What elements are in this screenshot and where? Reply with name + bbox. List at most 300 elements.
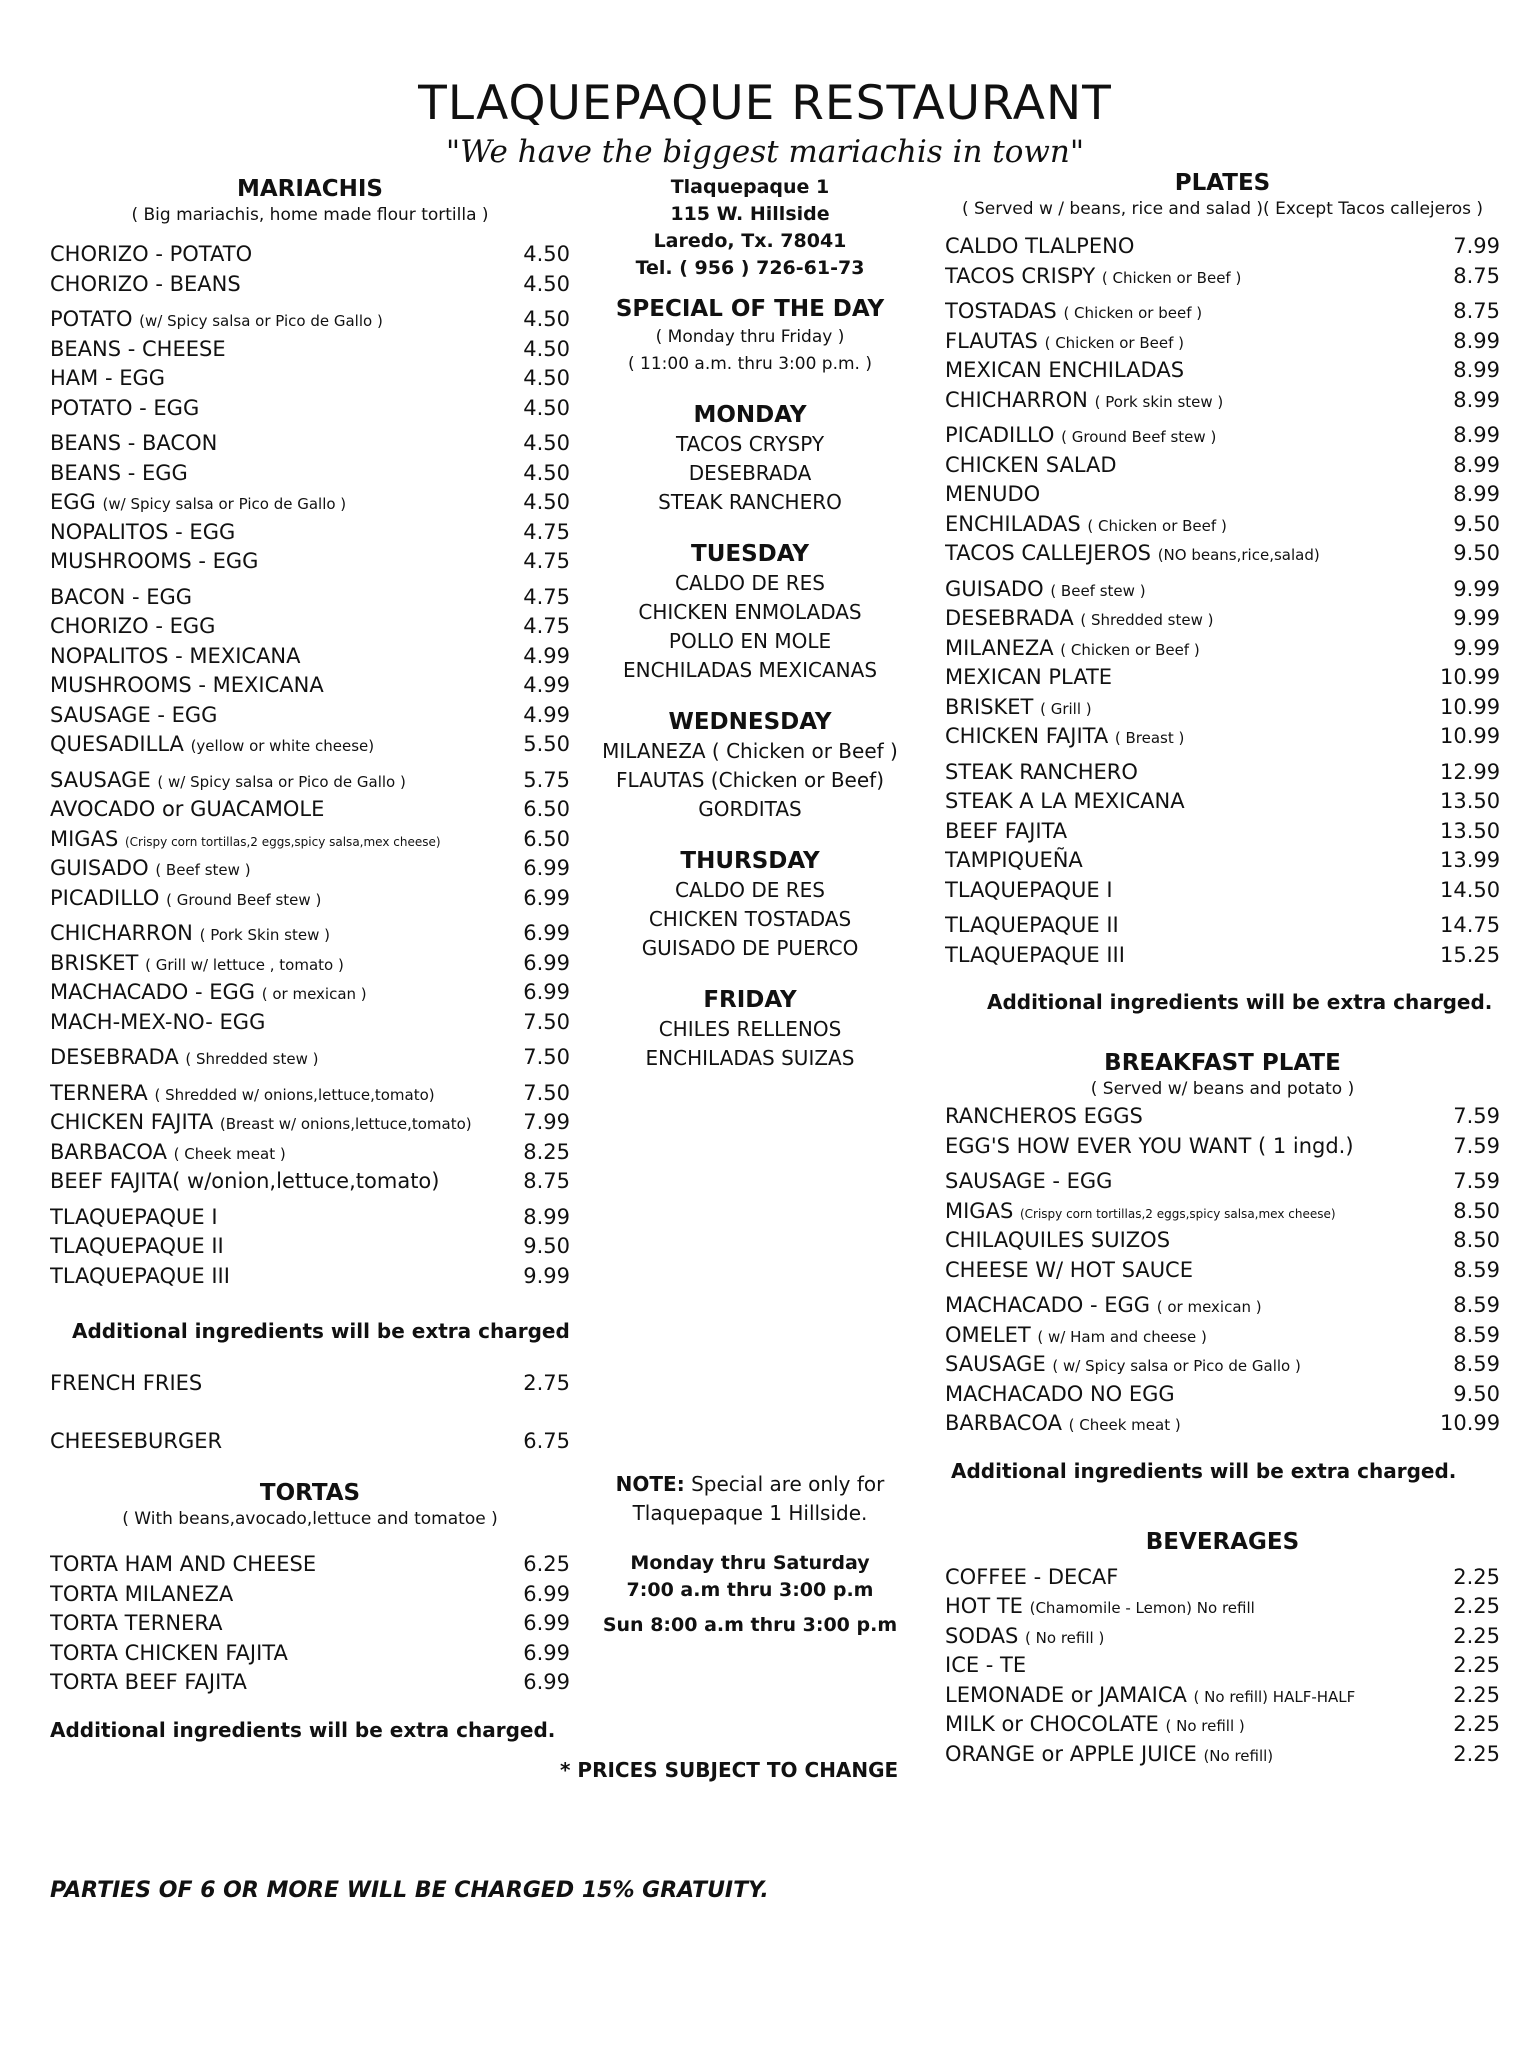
menu-item-note: ( No refill) HALF-HALF <box>1193 1687 1356 1706</box>
menu-item-title: TLAQUEPAQUE II <box>945 913 1119 937</box>
menu-item-name <box>945 1651 1440 1681</box>
menu-item-note: (Chamomile - Lemon) No refill <box>1029 1599 1255 1617</box>
menu-item-title: NOPALITOS - MEXICANA <box>50 643 301 668</box>
menu-item-title: STEAK A LA MEXICANA <box>945 789 1185 813</box>
special-day-block <box>590 707 910 824</box>
prices-subject-note: * PRICES SUBJECT TO CHANGE <box>560 1758 899 1782</box>
menu-item <box>50 1043 570 1073</box>
menu-item <box>945 1167 1500 1197</box>
menu-item-price: 8.75 <box>1453 299 1500 323</box>
menu-item-price: 8.99 <box>1453 482 1500 506</box>
menu-item-price: 7.59 <box>1453 1104 1500 1128</box>
menu-item-title: TLAQUEPAQUE III <box>50 1263 230 1288</box>
menu-item <box>50 364 570 394</box>
menu-item-name <box>945 758 1440 788</box>
menu-item <box>945 1380 1500 1410</box>
special-day-title: THURSDAY <box>680 848 820 874</box>
menu-item-price: 6.75 <box>523 1428 570 1453</box>
menu-item-name <box>50 825 510 858</box>
menu-item-name <box>50 240 510 270</box>
right-column <box>945 170 1500 1769</box>
menu-item-name <box>50 854 510 886</box>
menu-item-name <box>50 701 510 731</box>
menu-item-name <box>945 1197 1440 1230</box>
menu-item-name <box>50 1232 510 1262</box>
menu-item-name <box>945 604 1440 636</box>
menu-item-title: HOT TE <box>945 1594 1023 1618</box>
special-item: CHICKEN ENMOLADAS <box>638 600 862 624</box>
menu-item <box>945 1197 1500 1227</box>
menu-item <box>50 1668 570 1698</box>
menu-item-title: TLAQUEPAQUE III <box>945 942 1125 967</box>
menu-item-title: TORTA BEEF FAJITA <box>50 1670 247 1694</box>
specials-days <box>590 400 910 1073</box>
menu-item-name <box>945 232 1440 262</box>
menu-item-title: BEEF FAJITA <box>945 818 1068 843</box>
menu-item <box>945 1563 1500 1593</box>
extras-list <box>50 1369 570 1456</box>
menu-item-name <box>50 671 510 701</box>
menu-item-name <box>50 1167 510 1197</box>
menu-item-note: ( Chicken or Beef ) <box>1087 516 1227 535</box>
menu-item-title: CALDO TLALPENO <box>945 234 1135 258</box>
menu-item-note: ( Beef stew ) <box>1050 581 1146 600</box>
menu-item-name <box>50 335 510 365</box>
menu-item <box>945 451 1500 481</box>
menu-item-note: ( Chicken or Beef ) <box>1060 640 1200 659</box>
menu-item-price: 14.50 <box>1440 877 1501 902</box>
special-item: STEAK RANCHERO <box>658 490 842 514</box>
menu-item-title: CHICHARRON <box>945 387 1088 412</box>
menu-item-title: BEEF FAJITA( w/onion,lettuce,tomato) <box>50 1169 440 1193</box>
menu-item-price: 2.25 <box>1453 1712 1500 1736</box>
menu-item-name <box>945 693 1440 725</box>
menu-item-title: TERNERA <box>50 1080 148 1105</box>
menu-item-price: 7.50 <box>523 1080 570 1105</box>
menu-item-price: 4.50 <box>523 336 570 361</box>
menu-item <box>945 575 1500 605</box>
menu-item-name <box>50 1639 510 1669</box>
menu-item <box>50 612 570 642</box>
menu-item <box>50 884 570 914</box>
special-item: GUISADO DE PUERCO <box>641 936 859 960</box>
menu-item <box>945 663 1500 693</box>
menu-item <box>50 919 570 949</box>
menu-item-price: 6.99 <box>523 1640 570 1665</box>
hours-line-1: Monday thru Saturday <box>630 1552 870 1574</box>
menu-item-price: 5.50 <box>523 732 570 756</box>
menu-item-price: 9.99 <box>1453 606 1500 630</box>
menu-item-price: 2.75 <box>523 1371 570 1395</box>
menu-item <box>945 1681 1500 1711</box>
menu-item-name <box>945 911 1440 941</box>
special-item: TACOS CRYSPY <box>675 432 825 456</box>
menu-item-name <box>945 451 1440 481</box>
menu-item <box>945 634 1500 664</box>
menu-item-title: STEAK RANCHERO <box>945 759 1138 784</box>
menu-item-title: TOSTADAS <box>945 299 1057 323</box>
menu-item-title: BEANS - BACON <box>50 431 218 455</box>
menu-item-note: ( Grill ) <box>1040 699 1092 718</box>
menu-item <box>945 297 1500 327</box>
menu-item-title: CHICKEN FAJITA <box>945 724 1109 748</box>
specials-title: SPECIAL OF THE DAY <box>615 296 885 322</box>
menu-item-name <box>50 978 510 1010</box>
menu-item <box>50 1008 570 1038</box>
menu-item-name <box>945 663 1440 693</box>
special-day-title: MONDAY <box>693 402 807 428</box>
menu-item-name <box>945 1592 1440 1624</box>
menu-item-name <box>50 919 510 951</box>
menu-item-note: (yellow or white cheese) <box>190 737 375 755</box>
menu-item-name <box>50 795 510 825</box>
menu-item-title: POTATO <box>50 307 133 331</box>
special-day-block <box>590 985 910 1073</box>
menu-item-price: 8.59 <box>1453 1257 1500 1282</box>
menu-item <box>50 1138 570 1168</box>
menu-item-note: ( w/ Spicy salsa or Pico de Gallo ) <box>157 772 406 791</box>
hours-line-2: 7:00 a.m thru 3:00 p.m <box>626 1579 874 1601</box>
breakfast-subtitle: ( Served w/ beans and potato ) <box>1090 1079 1355 1099</box>
menu-item-price: 2.25 <box>1453 1623 1500 1648</box>
menu-item-title: ICE - TE <box>945 1653 1027 1677</box>
menu-item-name <box>945 1681 1440 1713</box>
location-phone: Tel. ( 956 ) 726-61-73 <box>635 257 865 279</box>
menu-item-name <box>945 1563 1440 1593</box>
menu-item-name <box>945 1226 1440 1256</box>
menu-item-price: 10.99 <box>1440 665 1501 689</box>
menu-item-price: 8.99 <box>1453 452 1500 477</box>
menu-item-price: 13.50 <box>1440 789 1501 813</box>
menu-item-note: (NO beans,rice,salad) <box>1157 546 1320 564</box>
menu-item-price: 6.50 <box>523 826 570 851</box>
menu-item <box>50 1167 570 1197</box>
menu-item-name <box>50 766 510 798</box>
breakfast-additional-note: Additional ingredients will be extra charged. <box>951 1458 1457 1483</box>
menu-item-title: BARBACOA <box>945 1411 1062 1435</box>
menu-item-note: (No refill) <box>1203 1746 1274 1765</box>
menu-item-price: 4.99 <box>523 673 570 697</box>
menu-item-price: 4.75 <box>523 519 570 544</box>
menu-item-price: 4.99 <box>523 643 570 668</box>
tortas-list <box>50 1550 570 1698</box>
menu-item-title: NOPALITOS - EGG <box>50 519 236 544</box>
menu-item-title: RANCHEROS EGGS <box>945 1104 1143 1128</box>
menu-item <box>945 911 1500 941</box>
menu-item-name <box>50 583 510 613</box>
menu-item-note: ( Shredded w/ onions,lettuce,tomato) <box>154 1085 435 1104</box>
menu-item-price: 8.50 <box>1453 1198 1500 1223</box>
menu-item-name <box>50 884 510 916</box>
menu-item-name <box>945 1622 1440 1654</box>
menu-item <box>945 262 1500 292</box>
menu-item-note: (Crispy corn tortillas,2 eggs,spicy salsa,mex cheese) <box>1019 1206 1336 1221</box>
menu-item-title: TACOS CALLEJEROS <box>945 541 1152 565</box>
menu-item <box>50 795 570 825</box>
menu-item <box>50 518 570 548</box>
menu-item-name <box>50 1043 510 1075</box>
menu-item-note: ( No refill ) <box>1025 1628 1105 1647</box>
menu-item-title: MIGAS <box>50 826 119 851</box>
breakfast-list <box>945 1102 1500 1439</box>
menu-item <box>945 386 1500 416</box>
menu-item-note: (Crispy corn tortillas,2 eggs,spicy salsa,mex cheese) <box>124 834 441 849</box>
specials-note-block <box>590 1470 910 1639</box>
menu-item <box>50 1079 570 1109</box>
menu-item-price: 2.25 <box>1453 1653 1500 1677</box>
menu-item-title: CHORIZO - POTATO <box>50 242 253 266</box>
menu-item-note: (w/ Spicy salsa or Pico de Gallo ) <box>102 495 347 513</box>
note-text-2: Tlaquepaque 1 Hillside. <box>632 1501 868 1525</box>
special-item: CALDO DE RES <box>675 878 825 902</box>
menu-item-name <box>945 1321 1440 1353</box>
menu-item-note: ( or mexican ) <box>261 985 367 1003</box>
menu-item <box>50 1203 570 1233</box>
menu-item <box>945 758 1500 788</box>
menu-item-note: (Breast w/ onions,lettuce,tomato) <box>219 1115 472 1133</box>
menu-item-title: TORTA MILANEZA <box>50 1581 234 1606</box>
menu-item-name <box>50 1108 510 1140</box>
menu-item <box>945 1622 1500 1652</box>
menu-item-title: PICADILLO <box>50 885 160 910</box>
menu-item-price: 9.50 <box>1453 1381 1500 1406</box>
menu-item-name <box>50 429 510 459</box>
menu-item-note: ( or mexican ) <box>1156 1298 1262 1316</box>
menu-item-name <box>945 1291 1440 1323</box>
menu-item-price: 7.50 <box>523 1009 570 1034</box>
menu-item-name <box>50 1079 510 1111</box>
menu-item-title: TORTA TERNERA <box>50 1611 223 1635</box>
menu-item-price: 6.99 <box>523 856 570 880</box>
menu-item-title: QUESADILLA <box>50 732 184 756</box>
menu-item <box>50 1609 570 1639</box>
menu-item-price: 9.99 <box>1453 635 1500 660</box>
menu-item-price: 7.59 <box>1453 1133 1500 1158</box>
menu-item-name <box>945 1380 1440 1410</box>
menu-item-price: 8.99 <box>1453 423 1500 447</box>
menu-item-name <box>945 539 1440 571</box>
menu-item-note: ( No refill ) <box>1165 1717 1245 1735</box>
menu-item-name <box>945 787 1440 817</box>
left-column <box>50 170 570 1742</box>
menu-item-note: ( Pork skin stew ) <box>1094 392 1224 411</box>
menu-item-title: PICADILLO <box>945 423 1055 447</box>
menu-item-title: CHEESE W/ HOT SAUCE <box>945 1257 1193 1282</box>
menu-item-price: 8.59 <box>1453 1322 1500 1347</box>
menu-item-name <box>50 1008 510 1038</box>
menu-item-note: ( Pork Skin stew ) <box>199 926 330 944</box>
menu-item-price: 8.99 <box>523 1204 570 1229</box>
plates-list <box>945 232 1500 970</box>
menu-item-price: 4.50 <box>523 431 570 455</box>
menu-item-title: CHORIZO - EGG <box>50 614 216 638</box>
beverages-list <box>945 1563 1500 1770</box>
menu-item-price: 6.99 <box>523 980 570 1004</box>
menu-item <box>945 1740 1500 1770</box>
special-day-block <box>590 400 910 517</box>
menu-item <box>945 1102 1500 1132</box>
menu-item-title: ENCHILADAS <box>945 511 1081 536</box>
menu-item-note: ( Ground Beef stew ) <box>1061 428 1217 446</box>
menu-item-price: 4.50 <box>523 271 570 296</box>
menu-item <box>945 539 1500 569</box>
menu-item <box>945 817 1500 847</box>
menu-item-name <box>945 510 1440 542</box>
menu-item-name <box>945 1710 1440 1742</box>
special-item: POLLO EN MOLE <box>668 629 832 653</box>
menu-item <box>50 1232 570 1262</box>
menu-item-name <box>945 1102 1440 1132</box>
menu-item-price: 2.25 <box>1453 1741 1500 1766</box>
menu-item-price: 14.75 <box>1440 913 1501 937</box>
menu-item-note: ( w/ Ham and cheese ) <box>1037 1327 1207 1346</box>
location-city: Laredo, Tx. 78041 <box>653 230 847 252</box>
menu-item-name <box>945 1350 1440 1382</box>
tortas-additional-note: Additional ingredients will be extra charged. <box>50 1717 556 1742</box>
menu-item-title: SAUSAGE - EGG <box>50 702 218 727</box>
menu-item-title: BARBACOA <box>50 1139 167 1164</box>
menu-item-price: 9.50 <box>1453 541 1500 565</box>
menu-item-title: DESEBRADA <box>50 1045 179 1069</box>
special-item: FLAUTAS (Chicken or Beef) <box>615 768 885 792</box>
menu-item-price: 4.75 <box>523 614 570 638</box>
plates-additional-note: Additional ingredients will be extra charged. <box>987 990 1493 1014</box>
menu-item-price: 9.50 <box>523 1234 570 1258</box>
menu-item-price: 9.99 <box>523 1263 570 1288</box>
menu-item-name <box>945 941 1440 971</box>
menu-item-title: FLAUTAS <box>945 328 1038 353</box>
special-day-block <box>590 846 910 963</box>
menu-item-note: ( Shredded stew ) <box>1080 611 1214 629</box>
menu-item-name <box>50 459 510 489</box>
menu-item-title: MILK or CHOCOLATE <box>945 1712 1159 1736</box>
menu-item <box>945 1710 1500 1740</box>
menu-item-price: 6.99 <box>523 921 570 945</box>
menu-item-title: CHILAQUILES SUIZOS <box>945 1228 1171 1252</box>
menu-item-note: ( Breast ) <box>1114 729 1185 747</box>
menu-item-price: 4.75 <box>523 549 570 573</box>
menu-item-price: 4.50 <box>523 307 570 331</box>
menu-item-name <box>50 1609 510 1639</box>
restaurant-slogan: "We have the biggest mariachis in town" <box>445 134 1085 170</box>
menu-item-title: COFFEE - DECAF <box>945 1564 1119 1589</box>
menu-item-price: 9.50 <box>1453 511 1500 536</box>
menu-item-name <box>945 1256 1440 1286</box>
menu-item-title: TORTA CHICKEN FAJITA <box>50 1640 288 1665</box>
menu-item-price: 6.99 <box>523 885 570 910</box>
special-item: CHICKEN TOSTADAS <box>648 907 852 931</box>
gratuity-notice: PARTIES OF 6 OR MORE WILL BE CHARGED 15% GRATUITY. <box>50 1878 769 1903</box>
menu-item-name <box>945 297 1440 329</box>
menu-item <box>945 232 1500 262</box>
special-item: ENCHILADAS MEXICANAS <box>622 658 878 682</box>
menu-item-name <box>50 1427 510 1457</box>
menu-item-title: EGG'S HOW EVER YOU WANT ( 1 ingd.) <box>945 1133 1354 1158</box>
menu-item-title: CHORIZO - BEANS <box>50 271 241 296</box>
menu-item <box>50 459 570 489</box>
special-item: GORDITAS <box>698 797 802 821</box>
menu-item-name <box>50 364 510 394</box>
menu-item-title: EGG <box>50 490 96 514</box>
menu-item-price: 7.50 <box>523 1045 570 1069</box>
menu-item-title: MUSHROOMS - MEXICANA <box>50 673 324 697</box>
menu-item <box>945 421 1500 451</box>
menu-item-name <box>50 1580 510 1610</box>
menu-item-name <box>945 386 1440 418</box>
menu-item-title: MACHACADO NO EGG <box>945 1381 1175 1406</box>
menu-item-name <box>945 1740 1440 1772</box>
menu-item-price: 8.59 <box>1453 1293 1500 1317</box>
menu-item-note: ( Cheek meat ) <box>1068 1416 1181 1434</box>
menu-item-title: DESEBRADA <box>945 606 1074 630</box>
menu-item <box>945 846 1500 876</box>
menu-item-title: BRISKET <box>945 694 1034 719</box>
breakfast-title: BREAKFAST PLATE <box>1104 1050 1341 1076</box>
menu-item-note: (w/ Spicy salsa or Pico de Gallo ) <box>139 312 383 330</box>
restaurant-title: TLAQUEPAQUE RESTAURANT <box>418 76 1112 131</box>
menu-item-price: 10.99 <box>1440 1411 1501 1435</box>
menu-item-price: 13.99 <box>1440 848 1501 872</box>
menu-item <box>50 335 570 365</box>
menu-item-title: BRISKET <box>50 950 139 975</box>
menu-item <box>50 642 570 672</box>
special-item: CHILES RELLENOS <box>658 1017 842 1041</box>
menu-item <box>50 854 570 884</box>
menu-item-price: 2.25 <box>1453 1564 1500 1589</box>
special-day-title: TUESDAY <box>691 541 809 567</box>
menu-item-price: 4.75 <box>523 584 570 609</box>
menu-item-name <box>50 1138 510 1170</box>
menu-item <box>945 1321 1500 1351</box>
menu-item-name <box>945 634 1440 666</box>
menu-item-note: ( Grill w/ lettuce , tomato ) <box>145 955 344 974</box>
special-item: MILANEZA ( Chicken or Beef ) <box>602 739 898 763</box>
special-day-title: WEDNESDAY <box>668 709 832 735</box>
menu-item-name <box>945 575 1440 607</box>
menu-item-title: TAMPIQUEÑA <box>945 848 1083 872</box>
menu-item-name <box>945 327 1440 359</box>
menu-item-name <box>50 1550 510 1580</box>
menu-item <box>50 1369 570 1399</box>
menu-item-name <box>945 1167 1440 1197</box>
menu-item-price: 8.99 <box>1453 358 1500 382</box>
menu-item-name <box>945 480 1440 510</box>
specials-hours: ( 11:00 a.m. thru 3:00 p.m. ) <box>627 354 872 374</box>
mariachis-list <box>50 240 570 1291</box>
menu-item-price: 8.99 <box>1453 328 1500 353</box>
menu-item <box>50 949 570 979</box>
menu-item-title: ORANGE or APPLE JUICE <box>945 1741 1197 1766</box>
menu-item-title: CHICKEN FAJITA <box>50 1110 214 1134</box>
menu-item <box>945 1409 1500 1439</box>
menu-item-price: 8.50 <box>1453 1228 1500 1252</box>
menu-item-price: 7.99 <box>1453 234 1500 258</box>
menu-item-title: LEMONADE or JAMAICA <box>945 1682 1187 1707</box>
menu-item-price: 8.59 <box>1453 1352 1500 1376</box>
menu-item <box>50 1550 570 1580</box>
menu-item-title: MEXICAN ENCHILADAS <box>945 358 1185 382</box>
menu-item-note: ( Beef stew ) <box>155 861 251 879</box>
menu-item-name <box>945 722 1440 754</box>
plates-subtitle: ( Served w / beans, rice and salad )( Except Tacos callejeros ) <box>961 199 1484 219</box>
menu-item-title: AVOCADO or GUACAMOLE <box>50 797 325 821</box>
menu-item-title: MACHACADO - EGG <box>50 980 256 1004</box>
mariachis-subtitle: ( Big mariachis, home made flour tortilla ) <box>131 205 489 225</box>
middle-column <box>590 170 910 1636</box>
menu-item-title: MIGAS <box>945 1198 1014 1223</box>
menu-item-title: CHICHARRON <box>50 921 193 945</box>
menu-item <box>945 510 1500 540</box>
